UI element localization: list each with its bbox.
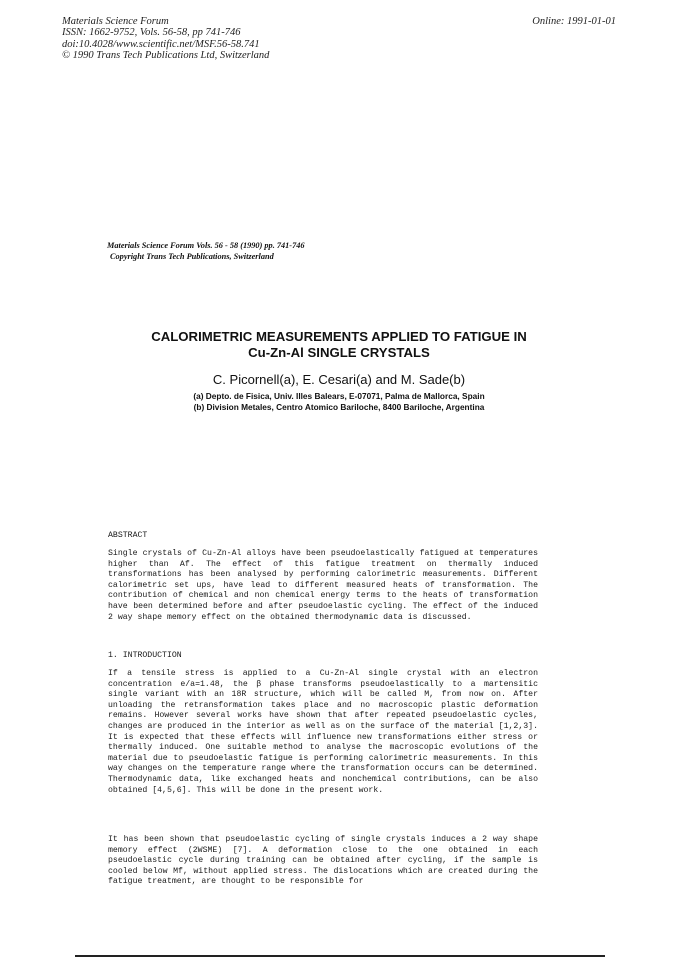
- affiliation-a: (a) Depto. de Fisica, Univ. Illes Balears, E-07071, Palma de Mallorca, Spain: [193, 391, 485, 401]
- copyright-line: © 1990 Trans Tech Publications Ltd, Switzerland: [62, 49, 270, 61]
- online-date: Online: 1991-01-01: [532, 16, 616, 27]
- issn-line: ISSN: 1662-9752, Vols. 56-58, pp 741-746: [62, 27, 241, 39]
- journal-name: Materials Science Forum: [62, 16, 169, 27]
- introduction-paragraph-2: It has been shown that pseudoelastic cycling of single crystals induces a 2 way shape memory effect (2WSME) [7]. A deformation close to the one obtained in each pseudoelastic cycle during training can be obtained after cycling, if the sample is cooled below Mf, without applied stress. The dislocations which are created during the fatigue treatment, are thought to be responsible for: [108, 835, 538, 887]
- title-line-1: CALORIMETRIC MEASUREMENTS APPLIED TO FATIGUE IN: [151, 329, 527, 344]
- author-list: C. Picornell(a), E. Cesari(a) and M. Sade(b): [212, 372, 466, 387]
- footer-rule: [75, 955, 605, 957]
- doi-line[interactable]: doi:10.4028/www.scientific.net/MSF.56-58.741: [62, 38, 260, 50]
- abstract-text: Single crystals of Cu-Zn-Al alloys have been pseudoelastically fatigued at temperatures higher than Af. The effect of this fatigue treatment on thermally induced transformations has been analysed by performing calorimetric measurements. Different calorimetric set ups, have lead to different measured heats of transformation. The contribution of chemical and non chemical energy terms to the heats of transformation have been determined before and after pseudoelastic cycling. The effect of the induced 2 way shape memory effect on the obtained thermodynamic data is discussed.: [108, 549, 538, 622]
- citation-volume: Materials Science Forum Vols. 56 - 58 (1990) pp. 741-746: [107, 241, 305, 250]
- affiliation-b: (b) Division Metales, Centro Atomico Bariloche, 8400 Bariloche, Argentina: [193, 401, 485, 412]
- publication-header: [62, 16, 402, 61]
- title-line-2: Cu-Zn-Al SINGLE CRYSTALS: [248, 345, 430, 360]
- original-citation: [107, 241, 427, 262]
- introduction-paragraph-1: If a tensile stress is applied to a Cu-Zn-Al single crystal with an electron concentration e/a=1.48, the β phase transforms pseudoelastically to a martensitic single variant with an 18R structure, which will be called M, from now on. After unloading the retransformation takes place and no macroscopic plastic deformation remains. However several works have shown that after repeated pseudoelastic cycles, changes are produced in the interior as well as on the surface of the material [1,2,3]. It is expected that these effects will influence new transformations either stress or thermally induced. One suitable method to analyse the macroscopic evolutions of the material due to pseudoelastic fatigue is performing calorimetric measurements. In this way changes on the temperature range where the transformation occurs can be determined. Thermodynamic data, like exchanged heats and nonchemical contributions, can be also obtained [4,5,6]. This will be done in the present work.: [108, 669, 538, 795]
- paper-title: [60, 329, 618, 361]
- abstract-heading: ABSTRACT: [108, 531, 148, 540]
- affiliations: [60, 391, 618, 413]
- introduction-heading: 1. INTRODUCTION: [108, 651, 182, 660]
- citation-copyright: Copyright Trans Tech Publications, Switzerland: [110, 251, 274, 261]
